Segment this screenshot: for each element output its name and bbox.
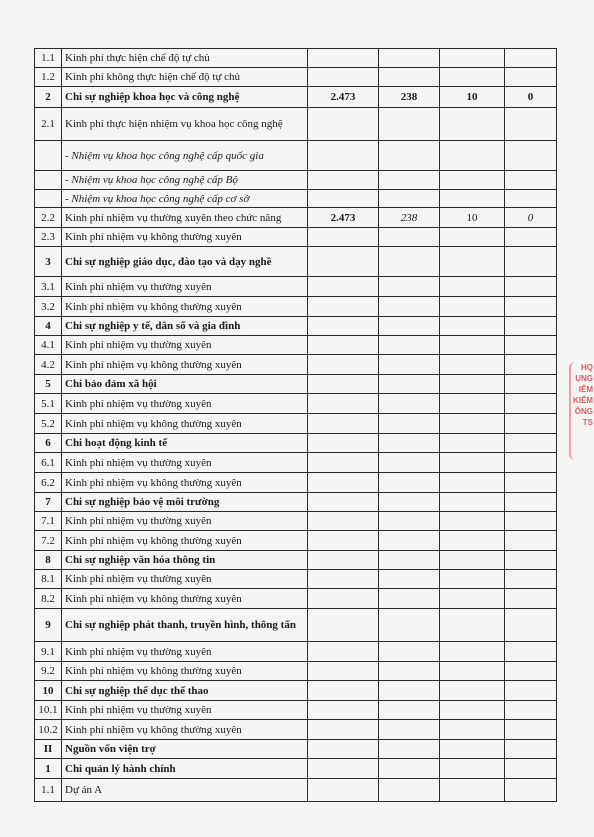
table-row [35, 589, 557, 609]
table-row [35, 759, 557, 779]
value-cell-4 [505, 171, 557, 190]
table-row [35, 317, 557, 336]
value-cell-1 [308, 190, 379, 208]
red-stamp-fragment [569, 362, 594, 460]
value-cell-1 [308, 642, 379, 662]
value-cell-1 [308, 394, 379, 414]
value-cell-2 [379, 453, 440, 473]
value-cell-3 [440, 512, 505, 531]
row-number: 7.1 [35, 512, 62, 531]
value-cell-4 [505, 609, 557, 642]
row-number: 4.2 [35, 355, 62, 375]
table-row [35, 375, 557, 394]
row-label: Chi sự nghiệp phát thanh, truyền hình, thông tấn [62, 609, 308, 642]
value-cell-4 [505, 740, 557, 759]
value-cell-4 [505, 473, 557, 493]
value-cell-2 [379, 473, 440, 493]
row-number: 9.1 [35, 642, 62, 662]
table-row [35, 414, 557, 434]
value-cell-3 [440, 297, 505, 317]
value-cell-1 [308, 570, 379, 589]
value-cell-2 [379, 662, 440, 681]
value-cell-4 [505, 759, 557, 779]
table-row [35, 740, 557, 759]
row-label: Kinh phí nhiệm vụ không thường xuyên [62, 531, 308, 551]
row-label: Kinh phí nhiệm vụ thường xuyên [62, 642, 308, 662]
value-cell-2 [379, 141, 440, 171]
row-label: - Nhiệm vụ khoa học công nghệ cấp Bộ [62, 171, 308, 190]
row-label: Chi hoạt động kinh tế [62, 434, 308, 453]
value-cell-1 [308, 49, 379, 68]
budget-page [34, 48, 557, 802]
value-cell-3 [440, 171, 505, 190]
table-row [35, 609, 557, 642]
value-cell-3 [440, 779, 505, 802]
value-cell-2 [379, 779, 440, 802]
row-number: 2 [35, 87, 62, 108]
table-row [35, 434, 557, 453]
value-cell-3 [440, 49, 505, 68]
row-number: 5.1 [35, 394, 62, 414]
value-cell-2 [379, 740, 440, 759]
value-cell-4: 0 [505, 208, 557, 228]
table-row [35, 190, 557, 208]
value-cell-4 [505, 512, 557, 531]
row-label: - Nhiệm vụ khoa học công nghệ cấp quốc gia [62, 141, 308, 171]
table-row [35, 779, 557, 802]
value-cell-4 [505, 141, 557, 171]
value-cell-4 [505, 434, 557, 453]
row-number: 8.2 [35, 589, 62, 609]
row-number: 2.1 [35, 108, 62, 141]
value-cell-2 [379, 247, 440, 277]
value-cell-3 [440, 662, 505, 681]
value-cell-4 [505, 453, 557, 473]
row-label: Chi sự nghiệp thể dục thể thao [62, 681, 308, 701]
value-cell-4 [505, 551, 557, 570]
value-cell-3 [440, 141, 505, 171]
value-cell-2 [379, 570, 440, 589]
value-cell-4: 0 [505, 87, 557, 108]
value-cell-3 [440, 317, 505, 336]
value-cell-3 [440, 108, 505, 141]
budget-table [34, 48, 557, 802]
value-cell-2 [379, 701, 440, 720]
value-cell-3 [440, 473, 505, 493]
row-number: 3.2 [35, 297, 62, 317]
row-label: Chi quản lý hành chính [62, 759, 308, 779]
table-row [35, 512, 557, 531]
table-row [35, 49, 557, 68]
table-row [35, 228, 557, 247]
row-number: 3.1 [35, 277, 62, 297]
value-cell-2 [379, 375, 440, 394]
value-cell-4 [505, 297, 557, 317]
row-label: Kinh phí nhiệm vụ thường xuyên [62, 453, 308, 473]
value-cell-3 [440, 247, 505, 277]
value-cell-2 [379, 551, 440, 570]
value-cell-2 [379, 190, 440, 208]
row-label: Kinh phí nhiệm vụ thường xuyên [62, 394, 308, 414]
row-number: 10.2 [35, 720, 62, 740]
value-cell-4 [505, 68, 557, 87]
table-row [35, 551, 557, 570]
value-cell-4 [505, 779, 557, 802]
value-cell-3 [440, 759, 505, 779]
value-cell-4 [505, 662, 557, 681]
value-cell-1 [308, 434, 379, 453]
value-cell-3 [440, 531, 505, 551]
row-label: - Nhiệm vụ khoa học công nghệ cấp cơ sở [62, 190, 308, 208]
value-cell-4 [505, 108, 557, 141]
value-cell-1 [308, 551, 379, 570]
table-row [35, 473, 557, 493]
value-cell-2 [379, 512, 440, 531]
value-cell-2 [379, 277, 440, 297]
stamp-line: TS [582, 418, 593, 427]
value-cell-1: 2.473 [308, 208, 379, 228]
row-number: 4 [35, 317, 62, 336]
row-number: 10 [35, 681, 62, 701]
value-cell-3 [440, 68, 505, 87]
value-cell-4 [505, 228, 557, 247]
value-cell-1 [308, 453, 379, 473]
table-row [35, 336, 557, 355]
table-row [35, 87, 557, 108]
row-number: 9.2 [35, 662, 62, 681]
value-cell-3 [440, 228, 505, 247]
value-cell-1 [308, 609, 379, 642]
row-label: Kinh phí nhiệm vụ không thường xuyên [62, 355, 308, 375]
row-number [35, 141, 62, 171]
table-row [35, 171, 557, 190]
value-cell-1 [308, 720, 379, 740]
value-cell-1 [308, 355, 379, 375]
value-cell-4 [505, 247, 557, 277]
value-cell-3 [440, 609, 505, 642]
value-cell-3 [440, 336, 505, 355]
row-label: Kinh phí nhiệm vụ không thường xuyên [62, 589, 308, 609]
value-cell-2 [379, 720, 440, 740]
value-cell-1 [308, 68, 379, 87]
row-label: Kinh phí nhiệm vụ thường xuyên [62, 336, 308, 355]
value-cell-4 [505, 394, 557, 414]
row-label: Chi sự nghiệp giáo dục, đào tạo và dạy nghề [62, 247, 308, 277]
value-cell-4 [505, 49, 557, 68]
table-row [35, 453, 557, 473]
value-cell-3 [440, 493, 505, 512]
value-cell-4 [505, 642, 557, 662]
row-number: 7 [35, 493, 62, 512]
value-cell-4 [505, 375, 557, 394]
row-number: 8.1 [35, 570, 62, 589]
value-cell-2 [379, 493, 440, 512]
value-cell-3 [440, 720, 505, 740]
value-cell-1 [308, 336, 379, 355]
row-label: Chi sự nghiệp y tế, dân số và gia đình [62, 317, 308, 336]
value-cell-1 [308, 171, 379, 190]
value-cell-4 [505, 681, 557, 701]
row-label: Kinh phí nhiệm vụ thường xuyên theo chức năng [62, 208, 308, 228]
budget-table-body [35, 49, 557, 802]
row-label: Kinh phí nhiệm vụ không thường xuyên [62, 297, 308, 317]
value-cell-1 [308, 375, 379, 394]
value-cell-4 [505, 570, 557, 589]
row-label: Chi sự nghiệp khoa học và công nghệ [62, 87, 308, 108]
row-number: 3 [35, 247, 62, 277]
value-cell-1 [308, 317, 379, 336]
table-row [35, 701, 557, 720]
table-row [35, 662, 557, 681]
row-label: Kinh phí thực hiện chế độ tự chủ [62, 49, 308, 68]
table-row [35, 394, 557, 414]
value-cell-1 [308, 662, 379, 681]
value-cell-2 [379, 297, 440, 317]
value-cell-2 [379, 355, 440, 375]
value-cell-1 [308, 493, 379, 512]
value-cell-3 [440, 453, 505, 473]
value-cell-3 [440, 642, 505, 662]
value-cell-3 [440, 570, 505, 589]
value-cell-1 [308, 141, 379, 171]
value-cell-2 [379, 68, 440, 87]
value-cell-4 [505, 190, 557, 208]
row-label: Kinh phí nhiệm vụ không thường xuyên [62, 473, 308, 493]
value-cell-3 [440, 414, 505, 434]
table-row [35, 642, 557, 662]
value-cell-2 [379, 531, 440, 551]
value-cell-3 [440, 701, 505, 720]
table-row [35, 247, 557, 277]
value-cell-1 [308, 531, 379, 551]
table-row [35, 720, 557, 740]
row-label: Kinh phí nhiệm vụ không thường xuyên [62, 662, 308, 681]
value-cell-3 [440, 551, 505, 570]
value-cell-2 [379, 589, 440, 609]
value-cell-2 [379, 336, 440, 355]
value-cell-2 [379, 609, 440, 642]
row-label: Kinh phí nhiệm vụ không thường xuyên [62, 720, 308, 740]
value-cell-4 [505, 317, 557, 336]
table-row [35, 141, 557, 171]
row-label: Kinh phí nhiệm vụ thường xuyên [62, 277, 308, 297]
table-row [35, 108, 557, 141]
value-cell-2 [379, 228, 440, 247]
value-cell-1 [308, 473, 379, 493]
value-cell-2 [379, 394, 440, 414]
row-number: 7.2 [35, 531, 62, 551]
table-row [35, 297, 557, 317]
value-cell-2 [379, 414, 440, 434]
value-cell-1 [308, 759, 379, 779]
row-number: 1 [35, 759, 62, 779]
value-cell-3 [440, 355, 505, 375]
row-label: Chi sự nghiệp bảo vệ môi trường [62, 493, 308, 512]
value-cell-3: 10 [440, 208, 505, 228]
row-number: 6.1 [35, 453, 62, 473]
value-cell-4 [505, 531, 557, 551]
row-label: Kinh phí thực hiện nhiệm vụ khoa học công nghệ [62, 108, 308, 141]
row-number: 1.1 [35, 779, 62, 802]
row-label: Kinh phí nhiệm vụ không thường xuyên [62, 228, 308, 247]
row-label: Chi bảo đảm xã hội [62, 375, 308, 394]
value-cell-1: 2.473 [308, 87, 379, 108]
row-number: 8 [35, 551, 62, 570]
row-number: 1.1 [35, 49, 62, 68]
row-number: 2.3 [35, 228, 62, 247]
stamp-line: ỤNG [575, 374, 593, 383]
value-cell-4 [505, 277, 557, 297]
value-cell-1 [308, 414, 379, 434]
value-cell-1 [308, 779, 379, 802]
stamp-line: HQ [581, 363, 593, 372]
value-cell-1 [308, 108, 379, 141]
table-row [35, 570, 557, 589]
value-cell-4 [505, 589, 557, 609]
value-cell-1 [308, 512, 379, 531]
table-row [35, 681, 557, 701]
value-cell-4 [505, 414, 557, 434]
row-number: 2.2 [35, 208, 62, 228]
stamp-line: IÊM [578, 385, 593, 394]
value-cell-4 [505, 493, 557, 512]
value-cell-2 [379, 49, 440, 68]
value-cell-2 [379, 317, 440, 336]
stamp-line: ÔNG [574, 407, 593, 416]
row-number: 6 [35, 434, 62, 453]
value-cell-1 [308, 589, 379, 609]
value-cell-2 [379, 108, 440, 141]
row-number: 6.2 [35, 473, 62, 493]
value-cell-4 [505, 720, 557, 740]
value-cell-3 [440, 589, 505, 609]
row-number: 4.1 [35, 336, 62, 355]
value-cell-4 [505, 336, 557, 355]
row-number: II [35, 740, 62, 759]
table-row [35, 208, 557, 228]
row-number: 5.2 [35, 414, 62, 434]
value-cell-1 [308, 740, 379, 759]
value-cell-1 [308, 297, 379, 317]
value-cell-3 [440, 740, 505, 759]
value-cell-2 [379, 642, 440, 662]
row-number [35, 171, 62, 190]
row-label: Kinh phí nhiệm vụ không thường xuyên [62, 414, 308, 434]
table-row [35, 531, 557, 551]
value-cell-3 [440, 394, 505, 414]
value-cell-2: 238 [379, 87, 440, 108]
value-cell-3 [440, 681, 505, 701]
value-cell-3 [440, 190, 505, 208]
value-cell-1 [308, 681, 379, 701]
value-cell-3 [440, 277, 505, 297]
table-row [35, 277, 557, 297]
value-cell-1 [308, 228, 379, 247]
value-cell-4 [505, 355, 557, 375]
value-cell-1 [308, 247, 379, 277]
row-number: 1.2 [35, 68, 62, 87]
value-cell-2 [379, 171, 440, 190]
value-cell-2 [379, 759, 440, 779]
row-label: Nguồn vốn viện trợ [62, 740, 308, 759]
row-number [35, 190, 62, 208]
row-number: 5 [35, 375, 62, 394]
value-cell-2 [379, 681, 440, 701]
value-cell-3 [440, 434, 505, 453]
table-row [35, 493, 557, 512]
value-cell-1 [308, 701, 379, 720]
row-label: Chi sự nghiệp văn hóa thông tin [62, 551, 308, 570]
row-label: Dự án A [62, 779, 308, 802]
table-row [35, 355, 557, 375]
stamp-line: KIỂM [573, 396, 593, 405]
row-number: 9 [35, 609, 62, 642]
value-cell-3: 10 [440, 87, 505, 108]
row-label: Kinh phí nhiệm vụ thường xuyên [62, 701, 308, 720]
value-cell-2: 238 [379, 208, 440, 228]
row-label: Kinh phí nhiệm vụ thường xuyên [62, 512, 308, 531]
table-row [35, 68, 557, 87]
row-label: Kinh phí nhiệm vụ thường xuyên [62, 570, 308, 589]
value-cell-3 [440, 375, 505, 394]
value-cell-1 [308, 277, 379, 297]
row-number: 10.1 [35, 701, 62, 720]
row-label: Kinh phí không thực hiện chế độ tự chủ [62, 68, 308, 87]
value-cell-4 [505, 701, 557, 720]
value-cell-2 [379, 434, 440, 453]
